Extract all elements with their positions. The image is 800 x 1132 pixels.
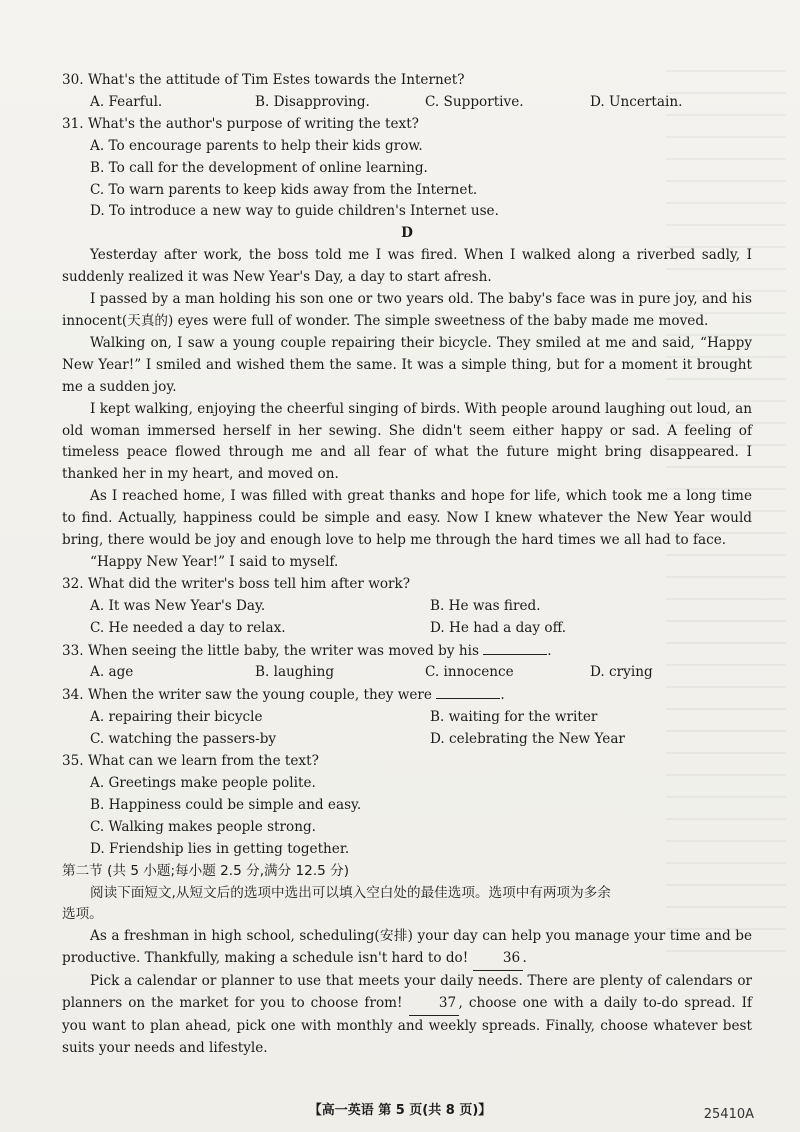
question-33-stem: 33. When seeing the little baby, the writer was moved by his . <box>62 640 752 663</box>
q30-option-b: B. Disapproving. <box>255 93 370 110</box>
page-footer: 【高一英语 第 5 页(共 8 页)】 <box>308 1103 492 1118</box>
q31-option-c: C. To warn parents to keep kids away from the Internet. <box>90 181 478 198</box>
passage-d-paragraph-4: I kept walking, enjoying the cheerful singing of birds. With people around laughing out loud, an old woman immersed herself in her sewing. She didn't seem either happy or sad. A feeling of timeless peace flowed through me and all fear of what the future might bring disappeared. I thanked her in my heart, and moved on. <box>62 400 752 483</box>
q33-option-b: B. laughing <box>255 664 335 681</box>
section-2-paragraph-1: As a freshman in high school, scheduling(安排) your day can help you manage your time and be productive. Thankfully, making a schedule isn't hard to do! 36 . <box>62 926 752 971</box>
q30-option-d: D. Uncertain. <box>590 93 683 110</box>
blank-36: 36 <box>473 948 523 971</box>
section-2-paragraph-2 <box>62 971 752 1060</box>
q31-option-a: A. To encourage parents to help their kids grow. <box>90 137 423 154</box>
q34-option-a: A. repairing their bicycle <box>90 709 263 726</box>
q33-option-c: C. innocence <box>425 664 514 681</box>
q30-option-c: C. Supportive. <box>425 93 524 110</box>
q32-option-a: A. It was New Year's Day. <box>90 597 266 614</box>
passage-d-paragraph-1: Yesterday after work, the boss told me I was fired. When I walked along a riverbed sadly, I suddenly realized it was New Year's Day, a day to start afresh. <box>62 247 752 286</box>
q33-stem-text: 33. When seeing the little baby, the writer was moved by his <box>62 642 479 659</box>
q34-option-d: D. celebrating the New Year <box>430 731 625 748</box>
section-2-paragraph-2-text-after: , choose one with a daily to-do spread. If you want to plan ahead, pick one with monthly and weekly spreads. Finally, choose whatever best suits your needs and lifestyle. <box>62 995 753 1056</box>
q32-option-c: C. He needed a day to relax. <box>90 619 286 636</box>
passage-d-paragraph-3: Walking on, I saw a young couple repairing their bicycle. They smiled at me and said, “Happy New Year!” I smiled and wished them the same. It was a simple thing, but for a moment it brought me a sudden joy. <box>62 334 752 395</box>
q35-option-b: B. Happiness could be simple and easy. <box>90 796 362 813</box>
page-content <box>62 70 752 1060</box>
question-30-options <box>62 92 752 114</box>
q32-option-b: B. He was fired. <box>430 597 541 614</box>
q35-option-d: D. Friendship lies in getting together. <box>90 840 350 857</box>
section-2-instruction-line-1: 阅读下面短文,从短文后的选项中选出可以填入空白处的最佳选项。选项中有两项为多余 <box>90 884 611 901</box>
q33-option-d: D. crying <box>590 664 653 681</box>
q33-option-a: A. age <box>90 664 134 681</box>
question-33-options <box>62 662 752 684</box>
question-30-stem: 30. What's the attitude of Tim Estes towards the Internet? <box>62 72 465 88</box>
passage-d-paragraph-5: As I reached home, I was filled with great thanks and hope for life, which took me a long time to find. Actually, happiness could be simple and easy. Now I knew whatever the New Year would bring, there would be joy and enough love to help me through the hard times we all had to face. <box>62 488 752 549</box>
blank-37: 37 <box>409 993 459 1016</box>
question-32-options-row-2 <box>62 618 752 640</box>
section-2-instruction-line-2: 选项。 <box>62 906 103 923</box>
q34-option-b: B. waiting for the writer <box>430 709 598 726</box>
question-31-stem: 31. What's the author's purpose of writing the text? <box>62 115 419 132</box>
question-32-options-row-1 <box>62 596 752 618</box>
question-34-options-row-2 <box>62 729 752 751</box>
passage-d-heading: D <box>401 225 413 242</box>
section-2-paragraph-1-text: As a freshman in high school, scheduling(安排) your day can help you manage your time and be productive. Thankfully, making a schedule isn't hard to do! <box>62 928 752 967</box>
question-32-stem: 32. What did the writer's boss tell him after work? <box>62 575 411 592</box>
q34-answer-blank <box>436 684 500 699</box>
q32-option-d: D. He had a day off. <box>430 619 567 636</box>
section-2-heading: 第二节 (共 5 小题;每小题 2.5 分,满分 12.5 分) <box>62 862 350 879</box>
q31-option-d: D. To introduce a new way to guide children's Internet use. <box>90 203 499 220</box>
q35-option-a: A. Greetings make people polite. <box>90 775 316 791</box>
section-2-paragraph-2-text-before: Pick a calendar or planner to use that meets your daily needs. There are plenty of calendars or planners on the market for you to choose from! <box>62 973 752 1012</box>
q34-stem-text: 34. When the writer saw the young couple, they were <box>62 687 432 704</box>
q30-option-a: A. Fearful. <box>90 93 163 110</box>
q35-option-c: C. Walking makes people strong. <box>90 818 316 835</box>
question-34-stem: 34. When the writer saw the young couple, they were . <box>62 684 752 707</box>
question-34-options-row-1 <box>62 707 752 729</box>
passage-d-paragraph-2: I passed by a man holding his son one or two years old. The baby's face was in pure joy, and his innocent(天真的) eyes were full of wonder. The simple sweetness of the baby made me moved. <box>62 291 752 329</box>
exam-code: 25410A <box>703 1107 754 1122</box>
q33-answer-blank <box>483 640 547 655</box>
question-35-stem: 35. What can we learn from the text? <box>62 753 319 770</box>
passage-d-paragraph-6: “Happy New Year!” I said to myself. <box>90 553 339 570</box>
q31-option-b: B. To call for the development of online learning. <box>90 159 428 176</box>
q34-option-c: C. watching the passers-by <box>90 731 277 748</box>
